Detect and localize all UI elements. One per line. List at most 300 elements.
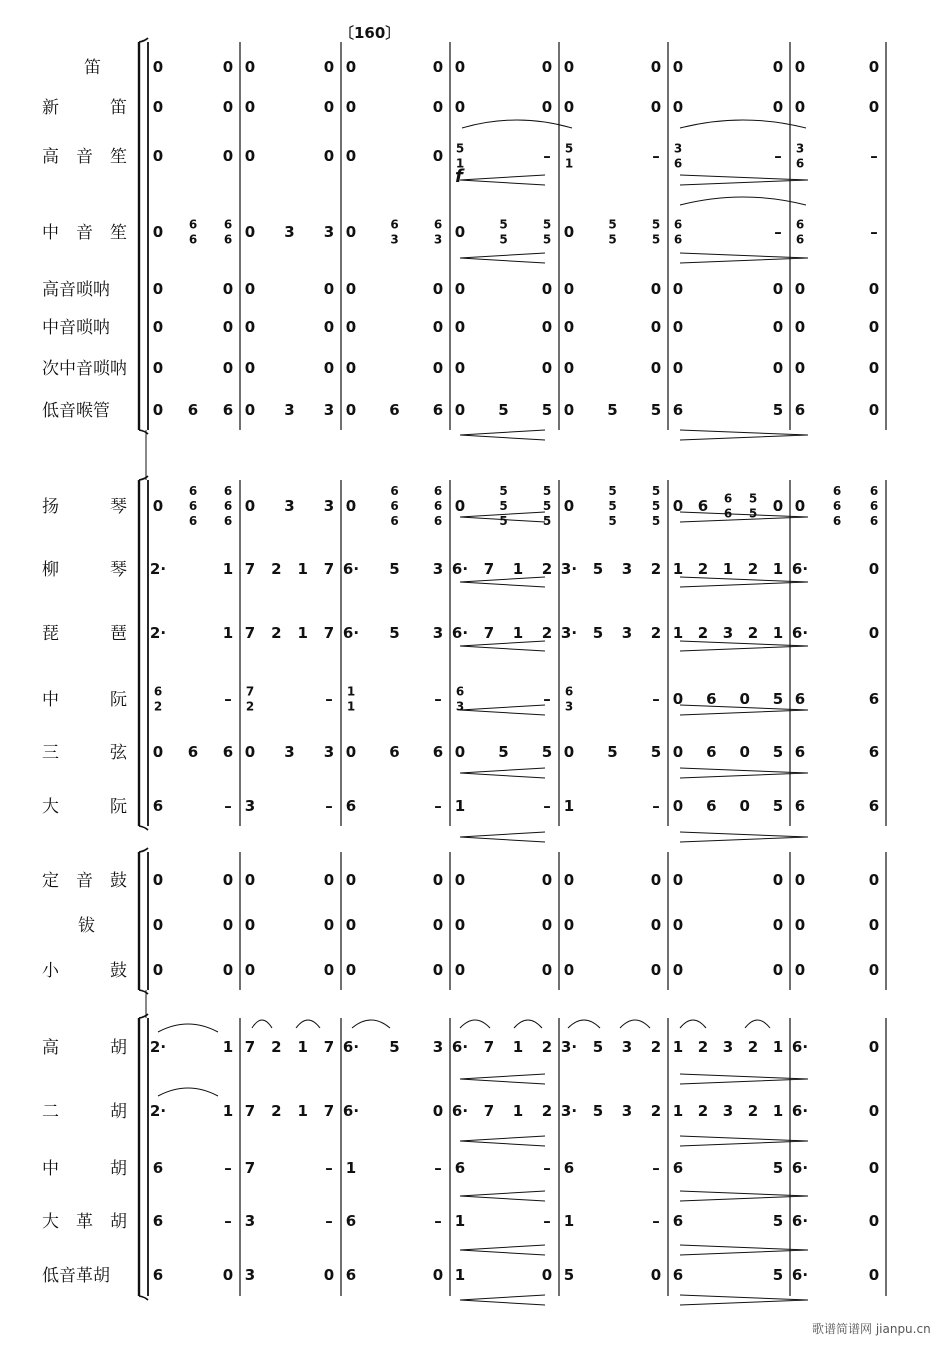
note: –: [543, 1212, 551, 1230]
note: 7: [244, 1102, 256, 1120]
note: 1: [772, 1038, 784, 1056]
chord-note: 6: [795, 156, 805, 171]
note: 0: [563, 401, 575, 419]
chord-note: 6: [832, 514, 842, 528]
note: 3: [244, 1266, 256, 1284]
note: 6: [432, 401, 444, 419]
note: 0: [794, 871, 806, 889]
note: 5: [389, 560, 400, 578]
note: 0: [563, 359, 575, 377]
note: 1: [772, 1102, 784, 1120]
note: 0: [152, 497, 164, 515]
bracket-hook: [139, 848, 148, 852]
note: 6·: [791, 1212, 809, 1230]
note: 2: [747, 1102, 759, 1120]
note: 6: [563, 1159, 575, 1177]
note: 2: [650, 1038, 662, 1056]
note: 6: [389, 401, 400, 419]
note: 0: [222, 871, 234, 889]
note: 0: [222, 1266, 234, 1284]
note: 0: [323, 961, 335, 979]
crescendo-hairpin: [460, 768, 545, 778]
note: 0: [794, 280, 806, 298]
note: 0: [152, 916, 164, 934]
crescendo-hairpin: [460, 832, 545, 842]
note: 5: [772, 1212, 784, 1230]
slur: [514, 1020, 542, 1028]
note: 0: [432, 1266, 444, 1284]
note: 6: [794, 690, 806, 708]
instrument-label: 新 笛: [42, 98, 127, 118]
note: –: [652, 1159, 660, 1177]
note: 3: [244, 797, 256, 815]
note: 6: [868, 743, 880, 761]
note: 0: [739, 743, 750, 761]
note: –: [870, 147, 878, 165]
note: 0: [772, 961, 784, 979]
note: 6: [222, 743, 234, 761]
note: –: [652, 690, 660, 708]
note: 1: [512, 1102, 524, 1120]
chord-note: 5: [455, 141, 465, 156]
note: 0: [868, 359, 880, 377]
instrument-label: 中音唢呐: [42, 318, 110, 338]
slur: [158, 1024, 218, 1032]
note: 0: [152, 223, 164, 241]
note: 0: [541, 871, 553, 889]
note: 0: [650, 871, 662, 889]
note: 0: [650, 916, 662, 934]
note: 0: [345, 280, 357, 298]
note: 0: [868, 98, 880, 116]
chord-note: 5: [608, 484, 617, 498]
note: 0: [454, 916, 466, 934]
note: 6·: [791, 1038, 809, 1056]
note: 3: [432, 560, 444, 578]
note: 7: [323, 624, 335, 642]
note: 0: [454, 497, 466, 515]
note: 0: [650, 359, 662, 377]
note: 5: [592, 1102, 604, 1120]
note: 0: [772, 318, 784, 336]
note: –: [224, 1212, 232, 1230]
note: 2: [650, 560, 662, 578]
note: 6: [152, 1266, 164, 1284]
instrument-label: 小 鼓: [42, 961, 127, 981]
chord-note: 5: [651, 484, 661, 498]
note: 0: [244, 916, 256, 934]
chord-note: 5: [608, 499, 617, 513]
note: 3·: [560, 1102, 578, 1120]
note: 6·: [791, 1159, 809, 1177]
note: 7: [323, 560, 335, 578]
instrument-label: 中 胡: [42, 1159, 127, 1179]
decrescendo-hairpin: [680, 253, 808, 263]
crescendo-hairpin: [460, 253, 545, 263]
note: 2: [271, 1102, 282, 1120]
note: 0: [345, 359, 357, 377]
note: 2: [697, 624, 709, 642]
instrument-label: 二 胡: [42, 1102, 127, 1122]
note: 3: [722, 1102, 734, 1120]
note: 0: [222, 147, 234, 165]
note: 0: [323, 98, 335, 116]
note: 0: [244, 743, 256, 761]
note: –: [434, 690, 442, 708]
note: –: [325, 1159, 333, 1177]
note: 0: [739, 690, 750, 708]
note: 2: [271, 624, 282, 642]
note: 6·: [791, 1102, 809, 1120]
chord-note: 6: [673, 217, 683, 232]
note: 0: [345, 147, 357, 165]
note: 0: [563, 871, 575, 889]
dynamics-and-slurs: [158, 120, 808, 1305]
chord-note: 6: [390, 514, 399, 528]
note: 0: [772, 916, 784, 934]
note: 1: [297, 560, 308, 578]
note: 0: [345, 401, 357, 419]
instrument-label: 高 音 笙: [42, 147, 127, 167]
chord-note: 6: [223, 514, 233, 528]
note: 6·: [342, 560, 360, 578]
chord-note: 6: [564, 684, 574, 699]
chord-note: 1: [346, 684, 356, 699]
chord-note: 5: [542, 232, 552, 247]
bracket-hook: [139, 476, 148, 480]
note: 2: [271, 560, 282, 578]
chord-note: 7: [245, 684, 255, 699]
chord-note: 3: [564, 699, 574, 714]
crescendo-hairpin: [460, 641, 545, 651]
note: 1: [672, 560, 684, 578]
note: 2: [747, 560, 759, 578]
note: 0: [772, 58, 784, 76]
note: 2: [650, 1102, 662, 1120]
note: 0: [650, 58, 662, 76]
note: 6: [706, 797, 717, 815]
note: 0: [244, 318, 256, 336]
note: 0: [794, 916, 806, 934]
chord-note: 3: [390, 232, 399, 247]
note: 0: [868, 871, 880, 889]
note: 0: [868, 961, 880, 979]
decrescendo-hairpin: [680, 175, 808, 185]
note: 0: [541, 359, 553, 377]
decrescendo-hairpin: [680, 1245, 808, 1255]
note: 3: [284, 497, 295, 515]
chord-note: 6: [869, 499, 879, 513]
chord-note: 2: [245, 699, 255, 714]
note: 0: [739, 797, 750, 815]
slur: [568, 1020, 600, 1028]
note: 0: [345, 223, 357, 241]
note: 0: [868, 560, 880, 578]
instrument-label: 定 音 鼓: [42, 871, 127, 891]
note: 0: [563, 961, 575, 979]
note: 0: [563, 743, 575, 761]
chord-note: 1: [346, 699, 356, 714]
note: 0: [152, 58, 164, 76]
crescendo-hairpin: [460, 1245, 545, 1255]
note: 0: [432, 916, 444, 934]
note: 3: [323, 743, 335, 761]
note: 0: [152, 743, 164, 761]
instrument-label: 钹: [78, 916, 95, 936]
note: 2: [541, 1102, 553, 1120]
note: 0: [672, 916, 684, 934]
note: 6·: [451, 1102, 469, 1120]
note: 1: [512, 1038, 524, 1056]
note: –: [652, 1212, 660, 1230]
note: 0: [432, 98, 444, 116]
note: 0: [672, 497, 684, 515]
chord-note: 6: [153, 684, 163, 699]
note: 5: [592, 1038, 604, 1056]
note: 0: [868, 916, 880, 934]
note: 0: [794, 58, 806, 76]
chord-note: 5: [651, 217, 661, 232]
note: –: [434, 1159, 442, 1177]
note: 6: [152, 1159, 164, 1177]
note: 0: [794, 359, 806, 377]
chord-note: 5: [499, 514, 508, 528]
note: 0: [563, 280, 575, 298]
note: 0: [432, 318, 444, 336]
note: 5: [541, 743, 553, 761]
note: 0: [432, 871, 444, 889]
note: 3: [722, 624, 734, 642]
crescendo-hairpin: [460, 1191, 545, 1201]
slur: [460, 1020, 490, 1028]
note: –: [325, 1212, 333, 1230]
note: 3·: [560, 560, 578, 578]
note: 6: [152, 1212, 164, 1230]
note: 0: [454, 743, 466, 761]
note: 0: [345, 497, 357, 515]
note: 0: [323, 58, 335, 76]
note: 2: [697, 1102, 709, 1120]
note: 0: [152, 401, 164, 419]
instrument-label: 笛: [84, 58, 101, 78]
note: 3: [323, 401, 335, 419]
note: 3: [323, 497, 335, 515]
note: 0: [244, 147, 256, 165]
chord-note: 5: [542, 514, 552, 528]
chord-note: 6: [832, 499, 842, 513]
crescendo-hairpin: [460, 705, 545, 715]
note: 0: [432, 58, 444, 76]
note: 7: [244, 624, 256, 642]
note: 0: [563, 98, 575, 116]
note: 0: [454, 318, 466, 336]
note: 5: [592, 560, 604, 578]
chord-note: 6: [433, 514, 443, 528]
note: 0: [454, 280, 466, 298]
note: 0: [672, 318, 684, 336]
note: –: [652, 797, 660, 815]
note: 0: [152, 359, 164, 377]
chord-note: 6: [832, 484, 842, 498]
crescendo-hairpin: [460, 430, 545, 440]
note: 0: [794, 318, 806, 336]
chord-note: 6: [673, 156, 683, 171]
note: 0: [650, 318, 662, 336]
note: 7: [483, 1102, 495, 1120]
note: 2: [541, 624, 553, 642]
note: –: [434, 797, 442, 815]
note: 1: [297, 624, 308, 642]
note: 5: [650, 401, 662, 419]
chord-note: 5: [564, 141, 574, 156]
chord-note: 6: [869, 514, 879, 528]
instrument-label: 中 音 笙: [42, 223, 127, 243]
decrescendo-hairpin: [680, 1295, 808, 1305]
note: 6: [794, 401, 806, 419]
note: 6: [432, 743, 444, 761]
chord-note: 5: [608, 514, 617, 528]
note: 0: [650, 98, 662, 116]
chord-note: 1: [455, 156, 465, 171]
note: 1: [672, 1102, 684, 1120]
note: 0: [432, 147, 444, 165]
note: 0: [323, 871, 335, 889]
note: 0: [454, 961, 466, 979]
note: 0: [345, 743, 357, 761]
note: 0: [432, 1102, 444, 1120]
note: 0: [345, 916, 357, 934]
instrument-label: 次中音唢呐: [42, 359, 127, 379]
note: 6·: [342, 624, 360, 642]
note: –: [325, 797, 333, 815]
slur: [680, 197, 806, 205]
note: –: [652, 147, 660, 165]
decrescendo-hairpin: [680, 1074, 808, 1084]
instrument-label: 低音革胡: [42, 1266, 110, 1286]
bracket-hook: [139, 430, 148, 434]
note: 7: [244, 1159, 256, 1177]
note: 0: [345, 871, 357, 889]
note: 0: [672, 690, 684, 708]
note: 0: [650, 280, 662, 298]
chord-note: 5: [651, 514, 661, 528]
decrescendo-hairpin: [680, 430, 808, 440]
chord-note: 6: [433, 217, 443, 232]
note: 6: [222, 401, 234, 419]
crescendo-hairpin: [460, 577, 545, 587]
note: 0: [563, 223, 575, 241]
note: 0: [563, 916, 575, 934]
note: 1: [297, 1038, 308, 1056]
note: 0: [454, 359, 466, 377]
note: 0: [541, 961, 553, 979]
note: 1: [345, 1159, 357, 1177]
chord-note: 5: [542, 484, 552, 498]
note: 0: [152, 871, 164, 889]
note: 0: [244, 961, 256, 979]
note: 3: [284, 743, 295, 761]
note: 3: [432, 624, 444, 642]
note: 0: [772, 497, 784, 515]
note: 0: [323, 359, 335, 377]
note: 6: [672, 1212, 684, 1230]
note: 6: [697, 497, 709, 515]
note: 1: [512, 560, 524, 578]
instrument-label: 高音唢呐: [42, 280, 110, 300]
note: 1: [454, 797, 466, 815]
note: 3: [432, 1038, 444, 1056]
slur: [462, 120, 572, 128]
note: 0: [222, 280, 234, 298]
note: 6·: [791, 560, 809, 578]
note: 0: [454, 401, 466, 419]
note: 2·: [149, 560, 167, 578]
note: 0: [432, 359, 444, 377]
note: 6: [152, 797, 164, 815]
note: 6: [345, 797, 357, 815]
note: 0: [672, 359, 684, 377]
note: 1: [512, 624, 524, 642]
instrument-label: 高 胡: [42, 1038, 127, 1058]
decrescendo-hairpin: [680, 641, 808, 651]
note: 0: [454, 58, 466, 76]
note: 0: [650, 961, 662, 979]
note: 5: [650, 743, 662, 761]
note: 6·: [791, 1266, 809, 1284]
chord-note: 1: [564, 156, 574, 171]
note: 5: [541, 401, 553, 419]
note: 0: [650, 1266, 662, 1284]
note: 6·: [451, 1038, 469, 1056]
note: 6: [672, 401, 684, 419]
note: 0: [672, 743, 684, 761]
note: 0: [772, 98, 784, 116]
note: –: [224, 1159, 232, 1177]
note: 2: [271, 1038, 282, 1056]
note: 0: [152, 961, 164, 979]
chord-note: 6: [223, 499, 233, 513]
note: 0: [152, 98, 164, 116]
note: 1: [563, 797, 575, 815]
note: –: [543, 690, 551, 708]
bracket-hook: [139, 1014, 148, 1018]
note: 2: [541, 560, 553, 578]
note: –: [434, 1212, 442, 1230]
note: 3: [284, 401, 295, 419]
note: 6: [706, 743, 717, 761]
note: 5: [563, 1266, 575, 1284]
note: –: [224, 797, 232, 815]
note: 0: [244, 280, 256, 298]
chord-note: 5: [499, 484, 508, 498]
note: 2·: [149, 1038, 167, 1056]
note: 5: [772, 743, 784, 761]
note: 0: [454, 871, 466, 889]
note: 6: [187, 401, 199, 419]
note: 1: [672, 1038, 684, 1056]
note: 0: [868, 1212, 880, 1230]
note: 0: [222, 359, 234, 377]
chord-note: 3: [455, 699, 465, 714]
note: 0: [672, 98, 684, 116]
note: 7: [483, 1038, 495, 1056]
dynamic-forte: f: [455, 166, 463, 187]
note: –: [774, 223, 782, 241]
note: 0: [541, 58, 553, 76]
note: 5: [607, 401, 618, 419]
note: 6: [794, 743, 806, 761]
note: 2: [747, 1038, 759, 1056]
